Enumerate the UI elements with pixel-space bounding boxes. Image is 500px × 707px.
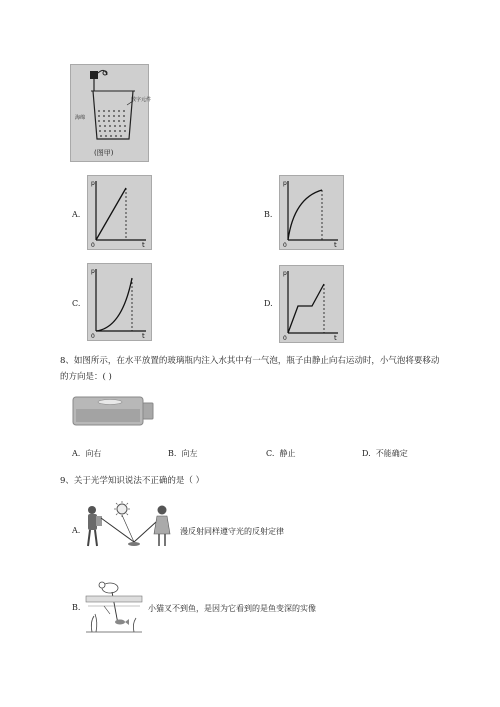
cat-fishing-illustration <box>84 578 144 634</box>
choice-letter: C. <box>266 449 275 458</box>
figure-jia <box>70 64 152 162</box>
q9-option-a-text: 漫反射同样遵守光的反射定律 <box>180 527 284 536</box>
curve-linear <box>96 188 126 240</box>
option-a-letter: A. <box>72 210 81 219</box>
graph-c <box>87 263 152 341</box>
origin-label: 0 <box>283 242 287 249</box>
y-label: p <box>283 180 287 187</box>
device-label: 数字元件 <box>131 97 152 103</box>
air-bubble <box>98 400 122 405</box>
choice-letter: A. <box>72 449 81 458</box>
x-label: t <box>334 241 337 249</box>
x-label: t <box>142 241 145 249</box>
option-c-letter: C. <box>72 299 81 308</box>
graph-a <box>87 175 152 250</box>
curve-concave <box>288 190 322 240</box>
curve-stepped <box>288 284 324 333</box>
choice-text: 向左 <box>181 449 198 458</box>
choice-text: 不能确定 <box>375 449 408 458</box>
y-label: p <box>91 180 95 187</box>
curve-convex <box>96 278 132 331</box>
figure-caption: (图甲) <box>94 149 114 157</box>
choice-text: 静止 <box>279 449 296 458</box>
question-9-line-1: 9、关于光学知识说法不正确的是（ ） <box>60 476 205 486</box>
sponge-label: 海绵 <box>75 115 86 121</box>
diffuse-reflection-illustration <box>82 500 178 556</box>
q9-option-a-letter: A. <box>72 526 81 535</box>
option-d-letter: D. <box>264 299 273 308</box>
question-8-line-2: 的方向是：( ) <box>60 372 112 382</box>
bottle-figure <box>72 396 154 426</box>
choice-text: 向右 <box>85 449 102 458</box>
origin-label: 0 <box>283 335 287 342</box>
question-8-line-1: 8、如图所示，在水平放置的玻璃瓶内注入水其中有一气泡，瓶子由静止向右运动时，小气泡将要移动 <box>60 356 440 366</box>
option-b-letter: B. <box>264 210 273 219</box>
x-label: t <box>142 332 145 340</box>
beaker-illustration <box>71 65 152 161</box>
q8-choice-d[interactable] <box>362 448 408 459</box>
q8-choice-b[interactable] <box>168 448 198 459</box>
origin-label: 0 <box>91 242 95 249</box>
x-label: t <box>334 334 337 342</box>
q8-choice-c[interactable] <box>266 448 295 459</box>
y-label: p <box>283 270 287 277</box>
q8-choice-a[interactable] <box>72 448 101 459</box>
q9-option-b-letter: B. <box>72 603 81 612</box>
choice-letter: B. <box>168 449 177 458</box>
q9-option-b-text: 小猫叉不到鱼，是因为它看到的是鱼变深的实像 <box>148 604 316 613</box>
choice-letter: D. <box>362 449 371 458</box>
graph-b <box>279 175 344 250</box>
origin-label: 0 <box>91 333 95 340</box>
y-label: p <box>91 268 95 275</box>
graph-d <box>279 265 344 343</box>
